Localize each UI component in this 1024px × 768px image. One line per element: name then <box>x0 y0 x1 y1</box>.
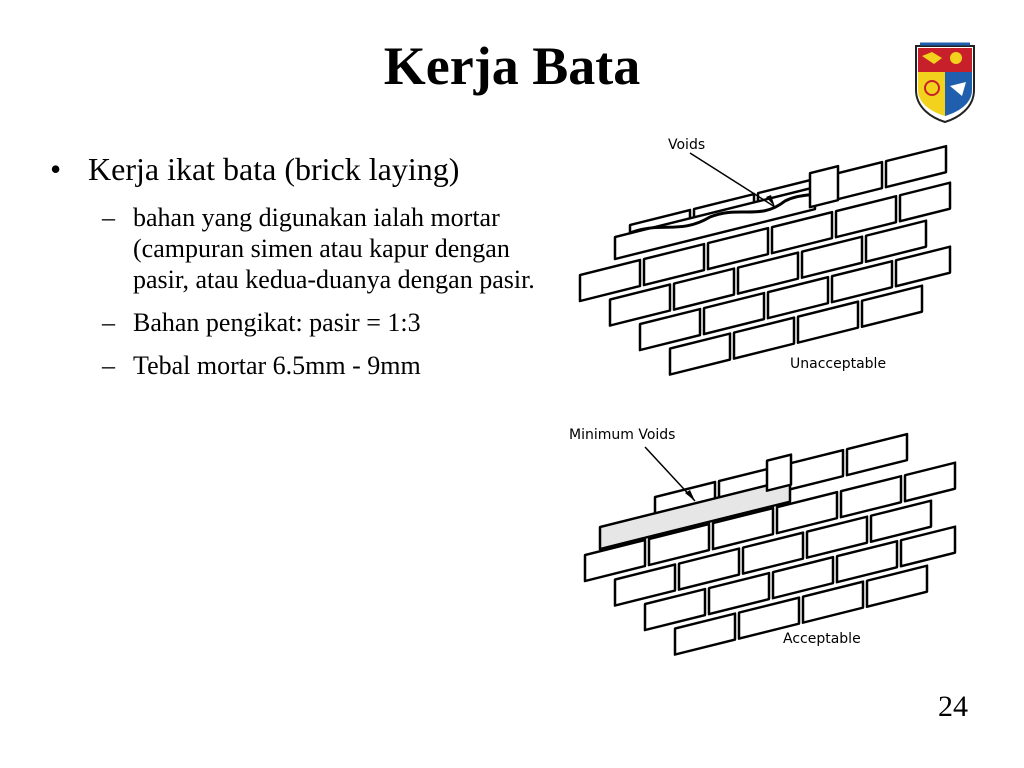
bullet-item <box>50 150 550 188</box>
voids-callout: Voids <box>668 137 706 153</box>
sub-bullet-text: Bahan pengikat: pasir = 1:3 <box>133 308 421 337</box>
university-crest-icon <box>912 42 978 124</box>
slide-body <box>50 150 550 393</box>
dash-icon: – <box>102 203 115 232</box>
page-number: 24 <box>938 690 968 723</box>
sub-bullet-text: bahan yang digunakan ialah mortar (campuran simen atau kapur dengan pasir, atau kedua-duanya dengan pasir. <box>133 203 535 294</box>
bullet-text: Kerja ikat bata (brick laying) <box>88 151 460 187</box>
acceptable-caption: Acceptable <box>783 631 861 647</box>
sub-bullet-item <box>50 202 563 295</box>
dash-icon: – <box>102 308 115 337</box>
unacceptable-wall-illustration <box>570 125 970 395</box>
unacceptable-caption: Unacceptable <box>790 356 887 372</box>
sub-bullet-item <box>50 307 563 338</box>
sub-bullet-item <box>50 350 563 381</box>
minimum-voids-callout: Minimum Voids <box>569 427 676 443</box>
acceptable-wall-illustration <box>565 415 960 675</box>
bullet-dot-icon: • <box>50 151 62 187</box>
dash-icon: – <box>102 351 115 380</box>
slide-title: Kerja Bata <box>383 36 641 96</box>
sub-bullet-text: Tebal mortar 6.5mm - 9mm <box>133 351 421 380</box>
